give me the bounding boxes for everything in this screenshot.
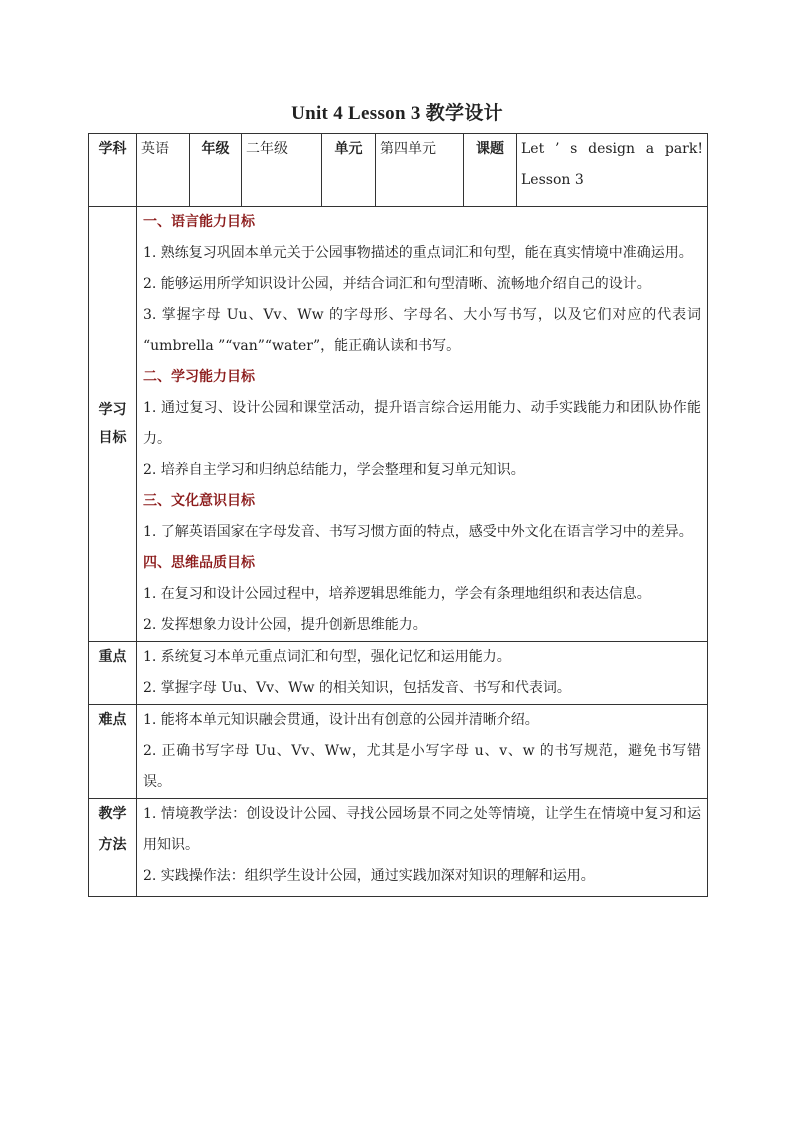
key-points-label: 重点 [89,642,137,705]
methods-label-line2: 方法 [98,837,127,853]
goal-item: 2. 能够运用所学知识设计公园，并结合词汇和句型清晰、流畅地介绍自己的设计。 [143,276,651,292]
goal-item: 1. 了解英语国家在字母发音、书写习惯方面的特点，感受中外文化在语言学习中的差异。 [143,524,693,540]
topic-line1: Let ’ s design a park! [521,141,703,157]
topic-value [517,134,708,207]
goal-item: 2. 发挥想象力设计公园，提升创新思维能力。 [143,617,427,633]
methods-row [89,799,708,897]
methods-content [137,799,708,897]
goals-label [89,207,137,642]
unit-value: 第四单元 [376,134,464,207]
goal-section-heading: 四、思维品质目标 [143,555,255,571]
method-item: 2. 实践操作法：组织学生设计公园，通过实践加深对知识的理解和运用。 [143,868,595,884]
header-row [89,134,708,207]
subject-label: 学科 [89,134,137,207]
grade-label: 年级 [190,134,242,207]
key-points-row [89,642,708,705]
difficulty-item: 1. 能将本单元知识融会贯通，设计出有创意的公园并清晰介绍。 [143,712,539,728]
lesson-plan-table [88,133,708,897]
goal-item: 2. 培养自主学习和归纳总结能力，学会整理和复习单元知识。 [143,462,525,478]
goal-section-heading: 三、文化意识目标 [143,493,255,509]
unit-label: 单元 [322,134,376,207]
topic-label: 课题 [464,134,517,207]
grade-value: 二年级 [242,134,322,207]
difficulties-label: 难点 [89,705,137,799]
difficulty-item: 2. 正确书写字母 Uu、Vv、Ww，尤其是小写字母 u、v、w 的书写规范，避免书写错误。 [143,743,701,790]
goal-item: 1. 熟练复习巩固本单元关于公园事物描述的重点词汇和句型，能在真实情境中准确运用。 [143,245,693,261]
methods-label [89,799,137,897]
subject-value: 英语 [137,134,190,207]
difficulties-row [89,705,708,799]
key-points-content [137,642,708,705]
method-item: 1. 情境教学法：创设设计公园、寻找公园场景不同之处等情境，让学生在情境中复习和运用知识。 [143,806,701,853]
goal-item: 1. 在复习和设计公园过程中，培养逻辑思维能力，学会有条理地组织和表达信息。 [143,586,651,602]
methods-label-line1: 教学 [98,806,127,822]
goals-label-line2: 目标 [98,430,127,446]
goals-row [89,207,708,642]
goal-section-heading: 二、学习能力目标 [143,369,255,385]
goal-item: 3. 掌握字母 Uu、Vv、Ww 的字母形、字母名、大小写书写，以及它们对应的代表词 “umbrella ”“van”“water”，能正确认读和书写。 [143,307,701,354]
goals-content [137,207,708,642]
topic-line2: Lesson 3 [521,172,584,188]
key-point-item: 2. 掌握字母 Uu、Vv、Ww 的相关知识，包括发音、书写和代表词。 [143,680,571,696]
goals-label-line1: 学习 [98,402,127,418]
goal-item: 1. 通过复习、设计公园和课堂活动，提升语言综合运用能力、动手实践能力和团队协作能力。 [143,400,701,447]
goal-section-heading: 一、语言能力目标 [143,214,255,230]
key-point-item: 1. 系统复习本单元重点词汇和句型，强化记忆和运用能力。 [143,649,511,665]
difficulties-content [137,705,708,799]
document-title: Unit 4 Lesson 3 教学设计 [291,103,503,124]
